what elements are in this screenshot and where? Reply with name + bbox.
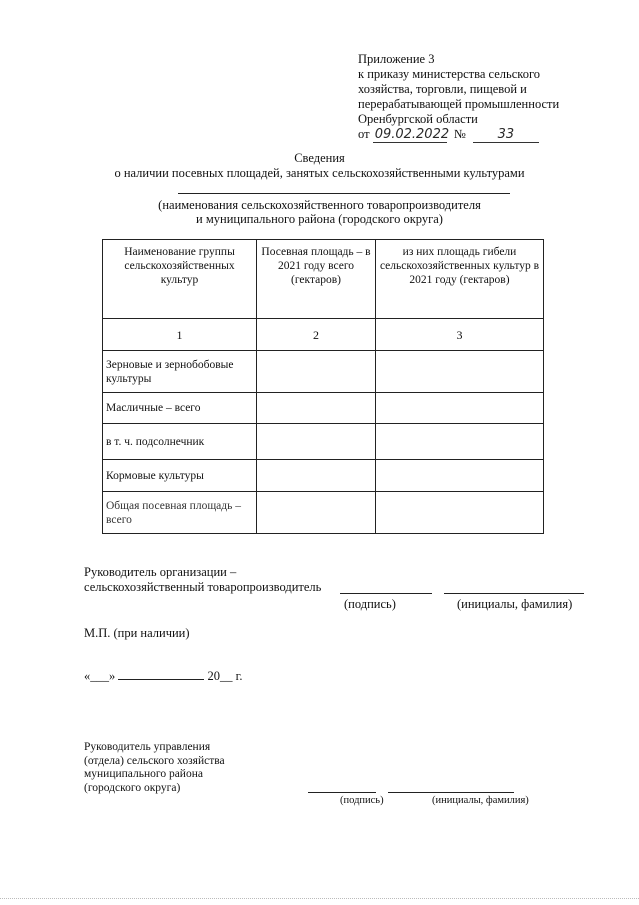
year-blank[interactable]: __	[220, 669, 233, 683]
table-row	[103, 351, 544, 393]
producer-caption: (наименования сельскохозяйственного товаропроизводителя	[158, 198, 481, 212]
annex-line: Оренбургской области	[358, 112, 478, 126]
annex-line: Приложение 3	[358, 52, 435, 66]
column-number: 3	[376, 319, 544, 351]
month-blank[interactable]	[118, 668, 204, 680]
name-caption: (инициалы, фамилия)	[457, 597, 573, 611]
loss-area-cell[interactable]	[376, 460, 544, 492]
sown-area-cell[interactable]	[257, 424, 376, 460]
order-prefix: от	[358, 127, 370, 141]
sown-area-cell[interactable]	[257, 492, 376, 534]
department-head-line: муниципального района	[84, 768, 203, 780]
department-head-line: (отдела) сельского хозяйства	[84, 754, 225, 767]
name-line[interactable]	[444, 593, 584, 594]
table-row	[103, 460, 544, 492]
signature-line-2[interactable]	[308, 792, 376, 793]
row-label: Зерновые и зернобобовые культуры	[103, 351, 257, 393]
document-title: Сведения	[294, 151, 345, 165]
producer-name-line	[178, 193, 510, 194]
day-blank[interactable]: ___	[90, 669, 109, 683]
header-sown-area: Посевная площадь – в 2021 году всего (гектаров)	[257, 240, 376, 319]
order-number: 33	[473, 127, 539, 143]
row-label: Общая посевная площадь – всего	[103, 492, 257, 534]
department-head-line: Руководитель управления	[84, 741, 211, 753]
table-row	[103, 393, 544, 424]
order-number-label: №	[453, 127, 466, 141]
annex-block	[358, 52, 559, 143]
loss-area-cell[interactable]	[376, 393, 544, 424]
department-head-block	[84, 741, 225, 795]
crop-area-table	[102, 239, 544, 534]
column-number-row	[103, 319, 544, 351]
annex-line: к приказу министерства сельского	[358, 67, 541, 81]
stamp-note: М.П. (при наличии)	[84, 626, 190, 640]
year-prefix: 20	[207, 669, 220, 683]
loss-area-cell[interactable]	[376, 492, 544, 534]
order-date: 09.02.2022	[374, 127, 450, 142]
name-caption-2: (инициалы, фамилия)	[432, 795, 529, 806]
loss-area-cell[interactable]	[376, 424, 544, 460]
document-subtitle: о наличии посевных площадей, занятых сельскохозяйственными культурами	[114, 166, 525, 180]
table-row	[103, 492, 544, 534]
annex-line: перерабатывающей промышленности	[358, 97, 560, 111]
header-crop-group: Наименование группы сельскохозяйственных культур	[103, 240, 257, 319]
order-reference	[358, 127, 559, 143]
column-number: 1	[103, 319, 257, 351]
date-close-quote: »	[109, 669, 116, 683]
column-number: 2	[257, 319, 376, 351]
district-caption: и муниципального района (городского округа)	[196, 212, 443, 226]
date-line	[84, 668, 242, 684]
signatory-title-line1: Руководитель организации –	[84, 565, 237, 579]
row-label: Кормовые культуры	[103, 460, 257, 492]
department-head-line: (городского округа)	[84, 781, 181, 794]
scan-edge	[0, 898, 639, 899]
signatory-title-line2: сельскохозяйственный товаропроизводитель	[84, 580, 322, 594]
loss-area-cell[interactable]	[376, 351, 544, 393]
name-line-2[interactable]	[388, 792, 514, 793]
signature-line[interactable]	[340, 593, 432, 594]
header-loss-area: из них площадь гибели сельскохозяйственных культур в 2021 году (гектаров)	[376, 240, 544, 319]
signature-caption: (подпись)	[344, 597, 396, 611]
table-row	[103, 424, 544, 460]
year-suffix: г.	[232, 669, 243, 683]
row-label: Масличные – всего	[103, 393, 257, 424]
row-label: в т. ч. подсолнечник	[103, 424, 257, 460]
sown-area-cell[interactable]	[257, 351, 376, 393]
date-open-quote: «	[84, 669, 91, 683]
signature-caption-2: (подпись)	[340, 795, 384, 806]
sown-area-cell[interactable]	[257, 460, 376, 492]
table-header-row	[103, 240, 544, 319]
annex-line: хозяйства, торговли, пищевой и	[358, 82, 527, 96]
sown-area-cell[interactable]	[257, 393, 376, 424]
